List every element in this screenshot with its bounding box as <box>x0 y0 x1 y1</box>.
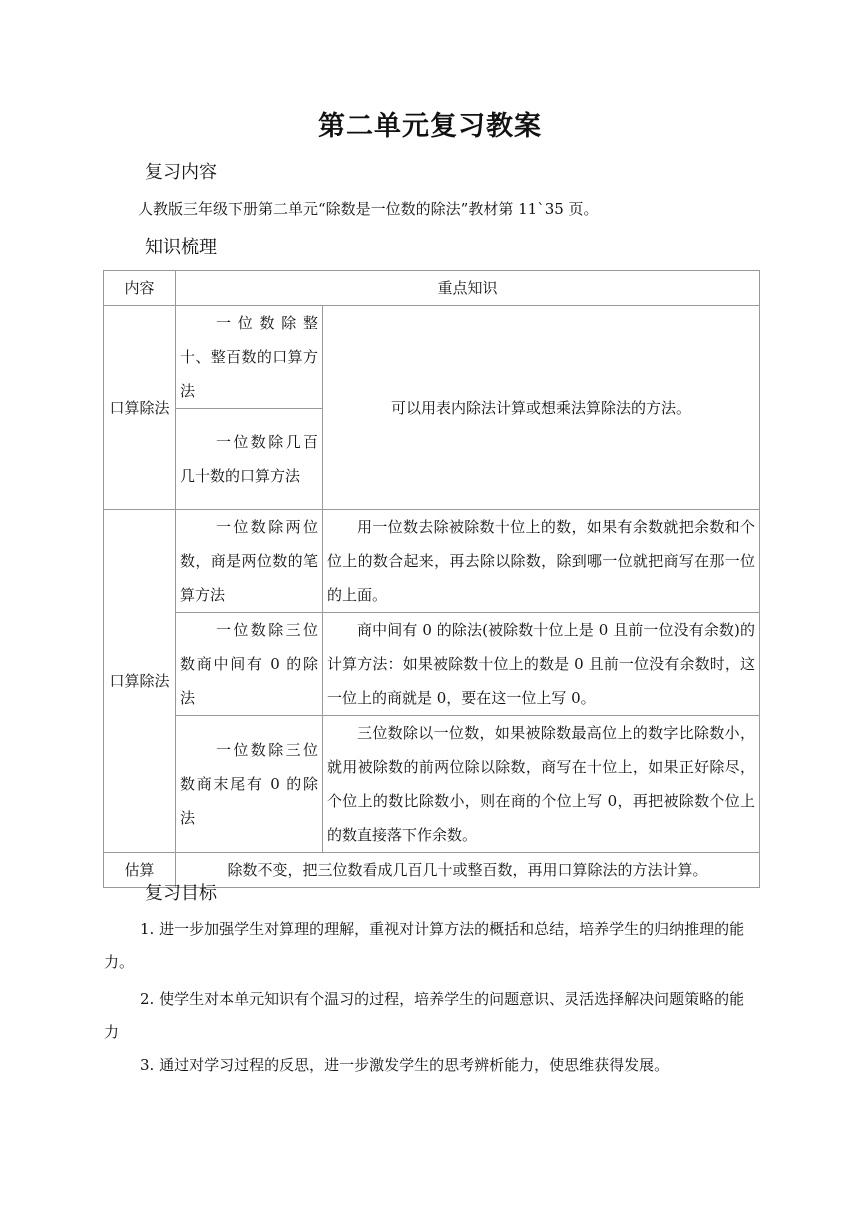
goal-item-1: 1. 进一步加强学生对算理的理解，重视对计算方法的概括和总结，培养学生的归纳推理的能力。 <box>104 920 745 971</box>
goal-item-3: 3. 通过对学习过程的反思，进一步激发学生的思考辨析能力，使思维获得发展。 <box>140 1056 670 1074</box>
knowledge-cell: 可以用表内除法计算或想乘法算除法的方法。 <box>323 306 760 510</box>
heading-review-content: 复习内容 <box>145 162 217 183</box>
table-row <box>104 613 760 716</box>
topic-cell: 一位数除几百几十数的口算方法 <box>176 409 323 510</box>
heading-knowledge: 知识梳理 <box>145 237 217 258</box>
knowledge-table <box>103 270 760 888</box>
review-content-text: 人教版三年级下册第二单元“除数是一位数的除法”教材第 11`35 页。 <box>138 200 599 218</box>
header-key-knowledge: 重点知识 <box>176 271 760 306</box>
document-title: 第二单元复习教案 <box>318 111 542 142</box>
knowledge-cell: 三位数除以一位数，如果被除数最高位上的数字比除数小，就用被除数的前两位除以除数，商写在十位上，如果正好除尽，个位上的数比除数小，则在商的个位上写 0，再把被除数个位上的数直接落下作余数。 <box>323 716 760 853</box>
table-row <box>104 510 760 613</box>
knowledge-cell: 商中间有 0 的除法(被除数十位上是 0 且前一位没有余数)的计算方法：如果被除数十位上的数是 0 且前一位没有余数时，这一位上的商就是 0，要在这一位上写 0。 <box>323 613 760 716</box>
category-oral-division: 口算除法 <box>104 306 176 510</box>
category-oral-division: 口算除法 <box>104 510 176 853</box>
table-header-row <box>104 271 760 306</box>
table-row <box>104 306 760 409</box>
table-row <box>104 716 760 853</box>
header-content: 内容 <box>104 271 176 306</box>
heading-goals: 复习目标 <box>145 883 217 904</box>
topic-cell: 一位数除三位数商末尾有 0 的除法 <box>176 716 323 853</box>
category-estimate: 估算 <box>104 853 176 888</box>
topic-cell: 一位数除两位数，商是两位数的笔算方法 <box>176 510 323 613</box>
knowledge-cell: 用一位数去除被除数十位上的数，如果有余数就把余数和个位上的数合起来，再去除以除数，除到哪一位就把商写在那一位的上面。 <box>323 510 760 613</box>
goal-item-2: 2. 使学生对本单元知识有个温习的过程，培养学生的问题意识、灵活选择解决问题策略的能力 <box>104 990 745 1041</box>
topic-cell: 一位数除整十、整百数的口算方法 <box>176 306 323 409</box>
knowledge-cell: 除数不变，把三位数看成几百几十或整百数，再用口算除法的方法计算。 <box>176 853 760 888</box>
topic-cell: 一位数除三位数商中间有 0 的除法 <box>176 613 323 716</box>
